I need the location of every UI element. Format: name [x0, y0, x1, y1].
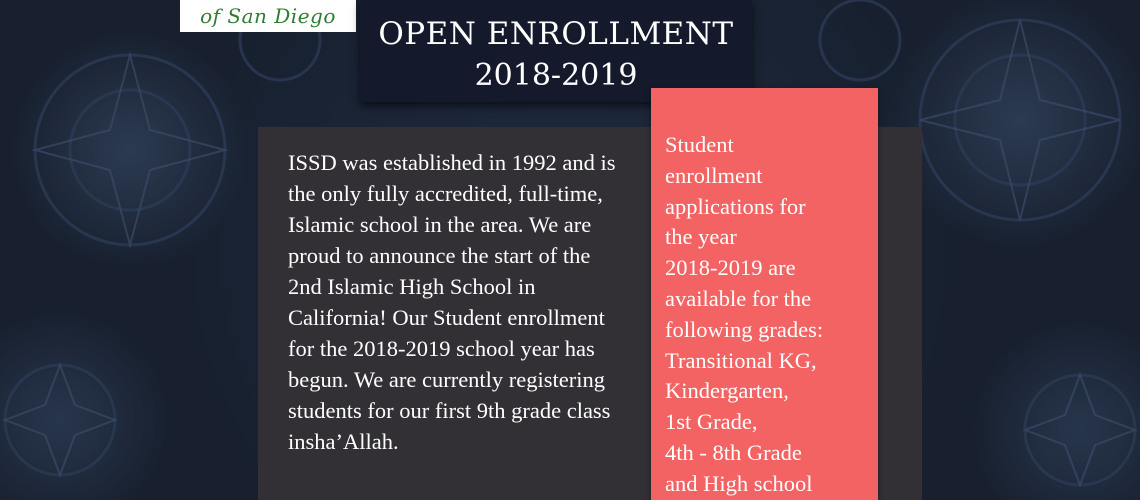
grades-line: enrollment	[665, 162, 763, 188]
logo-text: of San Diego	[200, 4, 336, 28]
title-banner	[360, 0, 752, 102]
intro-line: for our first 9th grade class	[367, 398, 611, 423]
grades-line: applications for	[665, 193, 806, 219]
intro-line: the 2nd Islamic High School	[288, 243, 591, 299]
intro-line: proud to announce the start of	[288, 243, 563, 268]
page-title: OPEN ENROLLMENT	[378, 16, 734, 52]
grades-line: Transitional KG,	[665, 347, 817, 373]
intro-line: accredited, full-time, Islamic	[288, 181, 603, 237]
page-subtitle-year: 2018-2019	[474, 58, 638, 93]
grades-line: the year	[665, 224, 737, 250]
intro-line: enrollment for the 2018-2019	[288, 305, 605, 361]
intro-line: insha’Allah.	[288, 429, 399, 454]
grades-line: following grades:	[665, 316, 824, 342]
intro-line: currently registering students	[288, 367, 606, 423]
intro-line: in California! Our Student	[288, 274, 536, 330]
intro-paragraph	[288, 147, 628, 457]
grades-line: available for the	[665, 285, 812, 311]
grades-line: and High school	[665, 470, 813, 496]
grades-line: 2018-2019 are	[665, 255, 796, 281]
grades-line: 4th - 8th Grade	[665, 439, 802, 465]
intro-line: school year has begun. We are	[288, 336, 595, 392]
intro-line: ISSD was established in 1992	[288, 150, 563, 175]
grades-line: 1st Grade,	[665, 409, 758, 435]
grades-line: Kindergarten,	[665, 378, 789, 404]
intro-line: school in the area. We are	[359, 212, 592, 237]
grades-line: Student	[665, 132, 734, 157]
grades-callout-text	[665, 130, 875, 500]
school-logo[interactable]	[180, 0, 356, 32]
intro-line: and is the only fully	[288, 150, 616, 206]
